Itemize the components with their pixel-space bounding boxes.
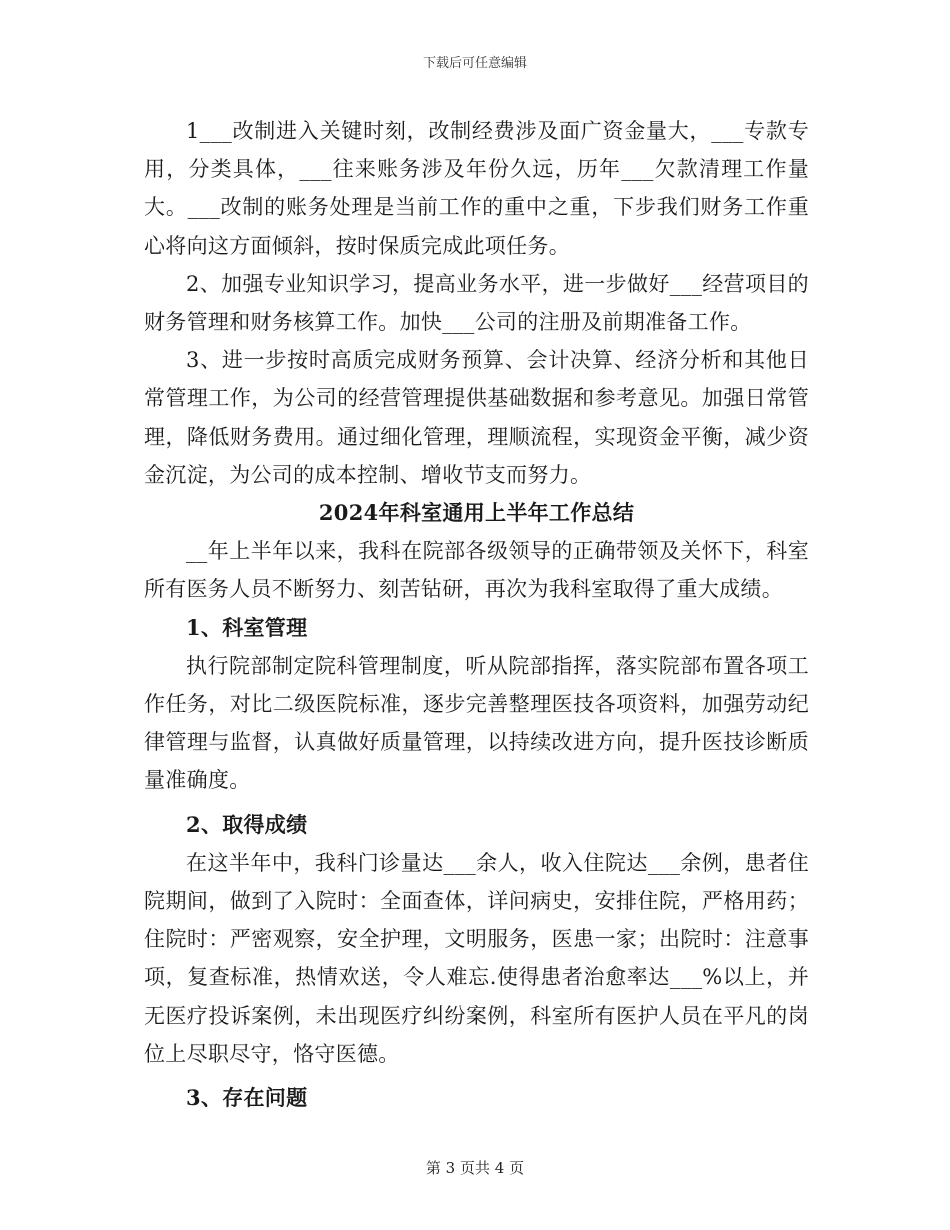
page-footer: 第 3 页共 4 页 bbox=[425, 1159, 525, 1177]
heading-existing-problems: 3、存在问题 bbox=[186, 1085, 308, 1111]
heading-department-management: 1、科室管理 bbox=[186, 614, 308, 640]
paragraph-intro: __年上半年以来，我科在院部各级领导的正确带领及关怀下，科室所有医务人员不断努力、刻苦钻研，再次为我科室取得了重大成绩。 bbox=[144, 539, 809, 602]
paragraph-achievements: 在这半年中，我科门诊量达___余人，收入住院达___余例，患者住院期间，做到了入院时：全面查体，详问病史，安排住院，严格用药；住院时：严密观察，安全护理，文明服务，医患一家；出院时：注意事项，复查标准，热情欢送，令人难忘.使得患者治愈率达___%以上，并无医疗投诉案例，未出现医疗纠纷案例，科室所有医护人员在平凡的岗位上尽职尽守，恪守医德。 bbox=[144, 850, 809, 1066]
page-header: 下载后可任意编辑 bbox=[422, 56, 527, 71]
paragraph-reform-accounts: 1___改制进入关键时刻，改制经费涉及面广资金量大，___专款专用，分类具体，___往来账务涉及年份久远，历年___欠款清理工作量大。___改制的账务处理是当前工作的重中之重，下步我们财务工作重心将向这方面倾斜，按时保质完成此项任务。 bbox=[144, 119, 809, 258]
paragraph-professional-study: 2、加强专业知识学习，提高业务水平，进一步做好___经营项目的财务管理和财务核算工作。加快___公司的注册及前期准备工作。 bbox=[144, 271, 809, 335]
document-title: 2024年科室通用上半年工作总结 bbox=[318, 500, 635, 526]
heading-achievements: 2、取得成绩 bbox=[186, 811, 308, 837]
paragraph-department-management: 执行院部制定院科管理制度，听从院部指挥，落实院部布置各项工作任务，对比二级医院标准，逐步完善整理医技各项资料，加强劳动纪律管理与监督，认真做好质量管理，以持续改进方向，提升医技诊断质量准确度。 bbox=[144, 653, 809, 793]
document-body bbox=[144, 112, 809, 1117]
paragraph-daily-management: 3、进一步按时高质完成财务预算、会计决算、经济分析和其他日常管理工作，为公司的经营管理提供基础数据和参考意见。加强日常管理，降低财务费用。通过细化管理，理顺流程，实现资金平衡，减少资金沉淀，为公司的成本控制、增收节支而努力。 bbox=[144, 348, 809, 487]
